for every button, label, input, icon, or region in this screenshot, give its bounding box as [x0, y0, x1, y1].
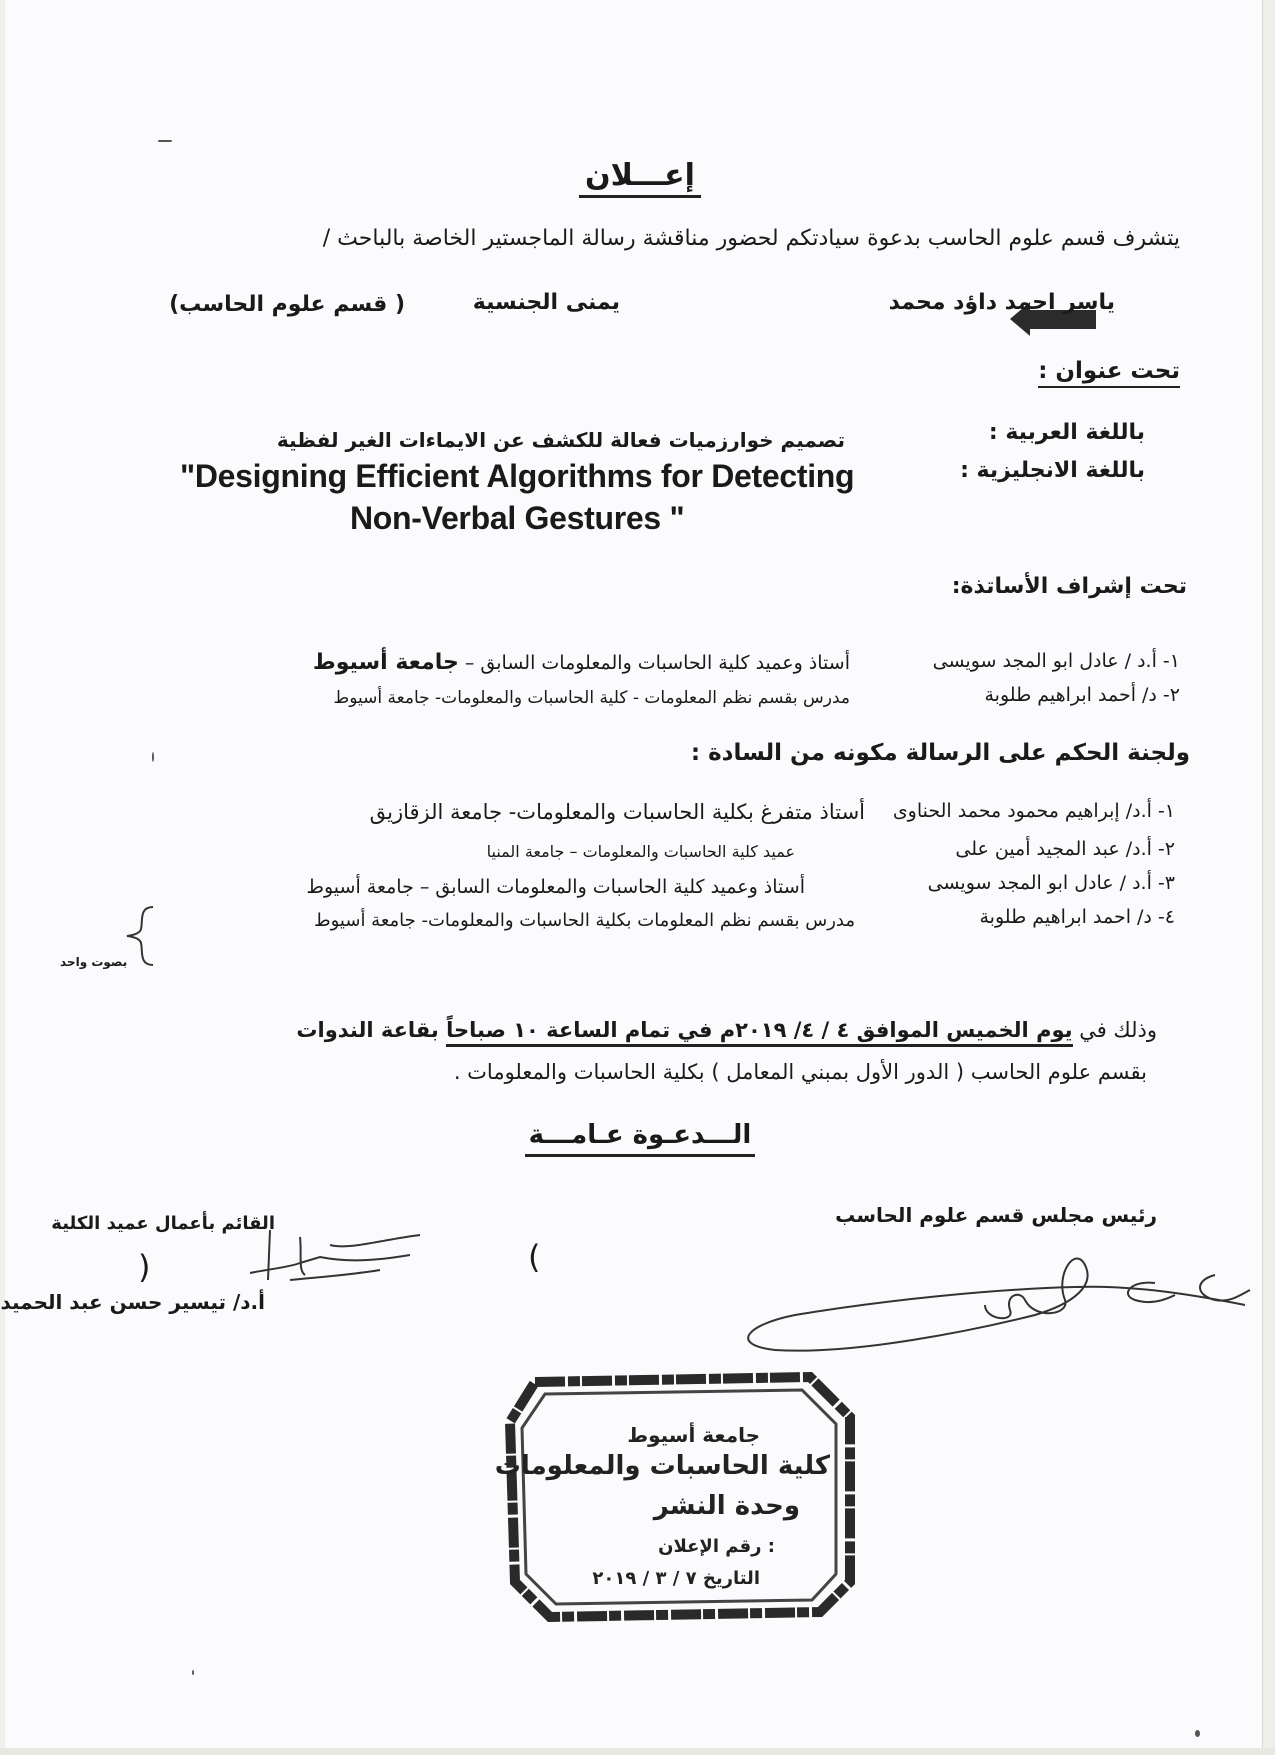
public-invitation: الـــدعـوة عـامـــة: [520, 1120, 760, 1150]
bracket-left: ): [138, 1248, 151, 1286]
researcher-department: ( قسم علوم الحاسب): [169, 292, 405, 317]
committee-member-name: ٣- أ.د / عادل ابو المجد سويسى: [927, 872, 1175, 894]
schedule-line: وذلك في يوم الخميس الموافق ٤ / ٤/ ٢٠١٩م في تمام الساعة ١٠ صباحاً بقاعة الندوات: [296, 1018, 1157, 1042]
committee-member-role: أستاذ متفرغ بكلية الحاسبات والمعلومات- جامعة الزقازيق: [369, 800, 865, 824]
scan-artifact: [192, 1670, 194, 1675]
intro-text: يتشرف قسم علوم الحاسب بدعوة سيادتكم لحضور مناقشة رسالة الماجستير الخاصة بالباحث /: [322, 226, 1180, 251]
committee-member-role: مدرس بقسم نظم المعلومات بكلية الحاسبات والمعلومات- جامعة أسيوط: [313, 910, 855, 931]
stamp-line-2: كلية الحاسبات والمعلومات: [494, 1451, 830, 1481]
scan-edge-bottom: [0, 1748, 1275, 1755]
committee-member-role: عميد كلية الحاسبات والمعلومات – جامعة المنيا: [486, 842, 795, 861]
english-label: باللغة الانجليزية :: [960, 458, 1145, 483]
supervisor-name: ٢- د/ أحمد ابراهيم طلوبة: [984, 684, 1180, 706]
dean-title: القائم بأعمال عميد الكلية: [51, 1213, 275, 1234]
committee-member-name: ٢- أ.د/ عبد المجيد أمين على: [955, 838, 1175, 860]
supervision-heading: تحت إشراف الأساتذة:: [951, 574, 1187, 599]
committee-heading: ولجنة الحكم على الرسالة مكونه من السادة :: [690, 740, 1190, 766]
committee-member-name: ٤- د/ احمد ابراهيم طلوبة: [979, 906, 1175, 928]
thesis-title-english-line1: "Designing Efficient Algorithms for Detecting: [180, 458, 855, 494]
department-head-signature: [735, 1245, 1255, 1355]
venue-line: بقسم علوم الحاسب ( الدور الأول بمبني المعامل ) بكلية الحاسبات والمعلومات .: [453, 1060, 1147, 1084]
supervisor-role: أستاذ وعميد كلية الحاسبات والمعلومات السابق – جامعة أسيوط: [312, 650, 850, 675]
stamp-line-3: وحدة النشر: [653, 1491, 800, 1521]
supervisor-name: ١- أ.د / عادل ابو المجد سويسى: [932, 650, 1180, 672]
committee-member-role: أستاذ وعميد كلية الحاسبات والمعلومات السابق – جامعة أسيوط: [306, 876, 805, 898]
schedule-date-time: يوم الخميس الموافق ٤ / ٤/ ٢٠١٩م في تمام الساعة ١٠ صباحاً: [446, 1018, 1072, 1047]
stamp-line-4: رقم الإعلان :: [658, 1536, 775, 1557]
curly-brace-icon: [125, 905, 155, 967]
department-head-title: رئيس مجلس قسم علوم الحاسب: [835, 1203, 1157, 1227]
stamp-line-5: التاريخ ٧ / ٣ / ٢٠١٩: [592, 1568, 760, 1589]
scan-artifact: [158, 140, 172, 142]
researcher-name: ياسر احمد داؤد محمد: [888, 290, 1115, 315]
committee-member-name: ١- أ.د/ إبراهيم محمود محمد الحناوى: [892, 800, 1175, 822]
scan-edge-right: [1262, 0, 1275, 1755]
researcher-nationality: يمنى الجنسية: [472, 290, 620, 315]
arabic-label: باللغة العربية :: [988, 420, 1145, 445]
dean-name: أ.د/ تيسير حسن عبد الحميد: [0, 1290, 265, 1314]
supervisor-role: مدرس بقسم نظم المعلومات - كلية الحاسبات والمعلومات- جامعة أسيوط: [333, 688, 850, 708]
scan-artifact: [152, 752, 154, 762]
thesis-title-arabic: تصميم خوارزميات فعالة للكشف عن الايماءات الغير لفظية: [276, 428, 845, 452]
bracket-right: (: [528, 1238, 541, 1276]
scan-edge-left: [0, 0, 5, 1755]
title-heading: تحت عنوان :: [1038, 358, 1180, 384]
scan-artifact: [1195, 1730, 1200, 1737]
thesis-title-english-line2: Non-Verbal Gestures ": [350, 500, 685, 536]
document-title: إعـــلان: [540, 158, 740, 193]
shared-vote-note: بصوت واحد: [60, 955, 128, 969]
official-stamp: [490, 1362, 880, 1632]
stamp-line-1: جامعة أسيوط: [627, 1423, 760, 1447]
